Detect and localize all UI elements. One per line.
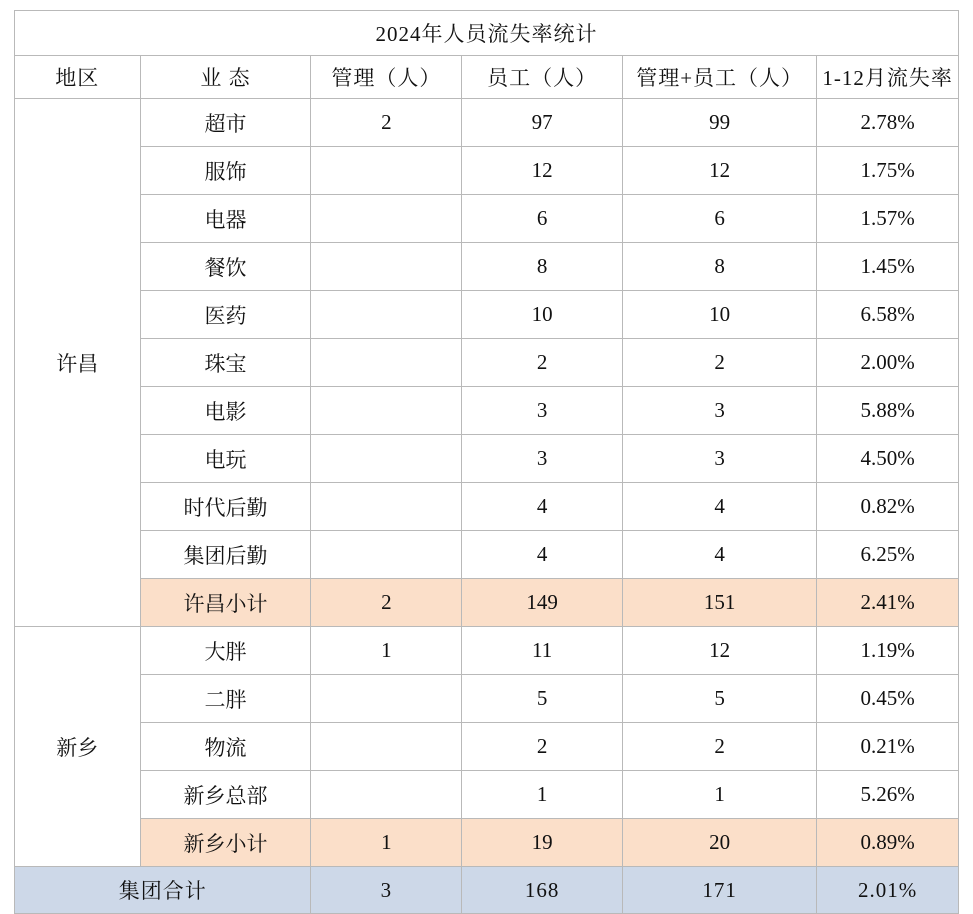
format-cell: 集团后勤: [140, 531, 311, 579]
table-row: [15, 387, 959, 435]
total-count-cell: 4: [622, 531, 816, 579]
format-cell: 新乡总部: [140, 771, 311, 819]
subtotal-manager-count: 1: [311, 819, 462, 867]
manager-count-cell: [311, 435, 462, 483]
total-count-cell: 2: [622, 723, 816, 771]
employee-count-cell: 2: [462, 723, 622, 771]
table-title: 2024年人员流失率统计: [15, 11, 959, 56]
employee-count-cell: 6: [462, 195, 622, 243]
manager-count-cell: [311, 531, 462, 579]
total-count-cell: 12: [622, 627, 816, 675]
total-count-cell: 3: [622, 435, 816, 483]
employee-count-cell: 4: [462, 531, 622, 579]
manager-count-cell: [311, 243, 462, 291]
manager-count-cell: [311, 339, 462, 387]
employee-count-cell: 4: [462, 483, 622, 531]
format-cell: 超市: [140, 99, 311, 147]
format-cell: 电影: [140, 387, 311, 435]
format-cell: 电玩: [140, 435, 311, 483]
table-row: [15, 531, 959, 579]
format-cell: 服饰: [140, 147, 311, 195]
manager-count-cell: [311, 387, 462, 435]
header-row: [15, 56, 959, 99]
total-count-cell: 8: [622, 243, 816, 291]
table-row: [15, 339, 959, 387]
subtotal-manager-count: 2: [311, 579, 462, 627]
total-count-cell: 99: [622, 99, 816, 147]
subtotal-employee-count: 19: [462, 819, 622, 867]
employee-count-cell: 3: [462, 435, 622, 483]
total-count-cell: 3: [622, 387, 816, 435]
manager-count-cell: [311, 483, 462, 531]
column-header-region: 地区: [15, 56, 141, 99]
format-cell: 餐饮: [140, 243, 311, 291]
employee-count-cell: 12: [462, 147, 622, 195]
format-cell: 珠宝: [140, 339, 311, 387]
format-cell: 大胖: [140, 627, 311, 675]
employee-count-cell: 5: [462, 675, 622, 723]
title-row: [15, 11, 959, 56]
subtotal-employee-count: 149: [462, 579, 622, 627]
table-row: [15, 195, 959, 243]
total-count-cell: 6: [622, 195, 816, 243]
rate-cell: 1.57%: [817, 195, 959, 243]
employee-count-cell: 3: [462, 387, 622, 435]
table-row: [15, 483, 959, 531]
rate-cell: 5.26%: [817, 771, 959, 819]
rate-cell: 0.82%: [817, 483, 959, 531]
manager-count-cell: [311, 147, 462, 195]
total-count-cell: 10: [622, 291, 816, 339]
grand-total-manager-count: 3: [311, 867, 462, 914]
manager-count-cell: 2: [311, 99, 462, 147]
employee-count-cell: 8: [462, 243, 622, 291]
table-row: [15, 243, 959, 291]
employee-count-cell: 1: [462, 771, 622, 819]
format-cell: 医药: [140, 291, 311, 339]
rate-cell: 6.58%: [817, 291, 959, 339]
rate-cell: 1.19%: [817, 627, 959, 675]
table-row: [15, 723, 959, 771]
grand-total-total-count: 171: [622, 867, 816, 914]
rate-cell: 2.78%: [817, 99, 959, 147]
subtotal-row-xinxiang: [15, 819, 959, 867]
total-count-cell: 12: [622, 147, 816, 195]
table-row: [15, 435, 959, 483]
manager-count-cell: [311, 771, 462, 819]
rate-cell: 5.88%: [817, 387, 959, 435]
table-row: [15, 675, 959, 723]
table-row: [15, 627, 959, 675]
subtotal-rate: 0.89%: [817, 819, 959, 867]
column-header-employee: 员工（人）: [462, 56, 622, 99]
column-header-format: 业 态: [140, 56, 311, 99]
rate-cell: 6.25%: [817, 531, 959, 579]
region-label-xinxiang: 新乡: [15, 627, 141, 867]
subtotal-label: 许昌小计: [140, 579, 311, 627]
subtotal-label: 新乡小计: [140, 819, 311, 867]
subtotal-row-xuchang: [15, 579, 959, 627]
total-count-cell: 2: [622, 339, 816, 387]
subtotal-total-count: 20: [622, 819, 816, 867]
subtotal-total-count: 151: [622, 579, 816, 627]
manager-count-cell: [311, 291, 462, 339]
rate-cell: 4.50%: [817, 435, 959, 483]
turnover-rate-table: [14, 10, 959, 914]
table-row: [15, 147, 959, 195]
total-count-cell: 5: [622, 675, 816, 723]
table-row: [15, 99, 959, 147]
table-row: [15, 291, 959, 339]
manager-count-cell: 1: [311, 627, 462, 675]
table-row: [15, 771, 959, 819]
region-label-xuchang: 许昌: [15, 99, 141, 627]
rate-cell: 1.45%: [817, 243, 959, 291]
employee-count-cell: 97: [462, 99, 622, 147]
rate-cell: 0.45%: [817, 675, 959, 723]
manager-count-cell: [311, 195, 462, 243]
grand-total-rate: 2.01%: [817, 867, 959, 914]
employee-count-cell: 2: [462, 339, 622, 387]
column-header-rate: 1-12月流失率: [817, 56, 959, 99]
column-header-manager: 管理（人）: [311, 56, 462, 99]
table-body: [15, 11, 959, 914]
manager-count-cell: [311, 675, 462, 723]
format-cell: 时代后勤: [140, 483, 311, 531]
grand-total-label: 集团合计: [15, 867, 311, 914]
format-cell: 物流: [140, 723, 311, 771]
total-count-cell: 4: [622, 483, 816, 531]
rate-cell: 2.00%: [817, 339, 959, 387]
total-count-cell: 1: [622, 771, 816, 819]
grand-total-employee-count: 168: [462, 867, 622, 914]
subtotal-rate: 2.41%: [817, 579, 959, 627]
employee-count-cell: 11: [462, 627, 622, 675]
employee-count-cell: 10: [462, 291, 622, 339]
grand-total-row: [15, 867, 959, 914]
format-cell: 电器: [140, 195, 311, 243]
manager-count-cell: [311, 723, 462, 771]
format-cell: 二胖: [140, 675, 311, 723]
rate-cell: 0.21%: [817, 723, 959, 771]
rate-cell: 1.75%: [817, 147, 959, 195]
column-header-manager-plus-employee: 管理+员工（人）: [622, 56, 816, 99]
